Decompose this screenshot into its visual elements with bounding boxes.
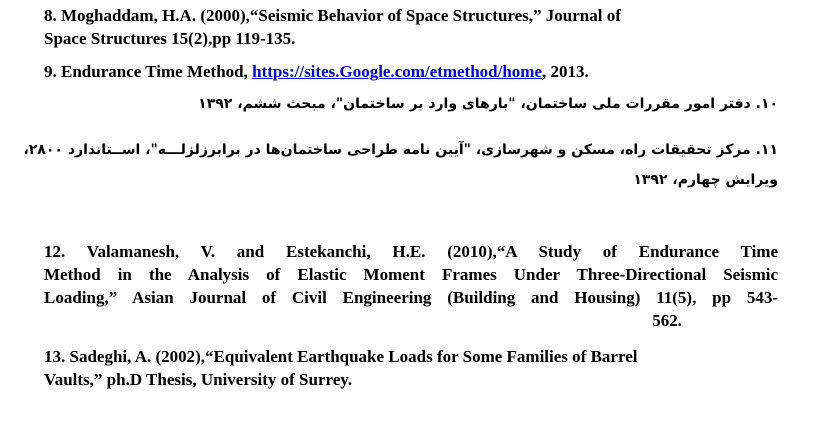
reference-9: [44, 60, 778, 83]
reference-9-link[interactable]: https://sites.Google.com/etmethod/home: [252, 62, 543, 81]
reference-11-line-1: ۱۱. مرکز تحقیقات راه، مسکن و شهرسازی، "آیین نامه طراحی ساختمان‌ها در برابرزلزلـــه"، اســتاندارد ۲۸۰۰،: [23, 142, 778, 158]
reference-11-line-2: ویرایش چهارم، ۱۳۹۲: [633, 172, 778, 188]
reference-8: [44, 4, 778, 50]
reference-12-line-3: [44, 286, 778, 309]
reference-8-line-1: 8. Moghaddam, H.A. (2000),“Seismic Behavior of Space Structures,” Journal of: [44, 6, 621, 25]
reference-12-line-2: [44, 263, 778, 286]
reference-12-line-1-text: 12. Valamanesh, V. and Estekanchi, H.E. (2010),“A Study of Endurance Time: [44, 242, 778, 261]
reference-9-text: 9. Endurance Time Method,: [44, 62, 253, 81]
reference-12-line-4: 562.: [652, 311, 682, 330]
reference-12-line-1: [44, 240, 778, 263]
reference-13: [44, 345, 778, 391]
reference-8-line-2: Space Structures 15(2),pp 119-135.: [44, 29, 296, 48]
reference-12: [44, 240, 778, 332]
reference-10-text: ۱۰. دفتر امور مقررات ملی ساختمان، "بارهای وارد بر ساختمان"، مبحث ششم، ۱۳۹۲: [198, 96, 778, 112]
reference-13-line-1: 13. Sadeghi, A. (2002),“Equivalent Earthquake Loads for Some Families of Barrel: [44, 347, 638, 366]
reference-12-line-3-text: Loading,” Asian Journal of Civil Engineering (Building and Housing) 11(5), pp 543-: [44, 288, 778, 307]
reference-13-line-2: Vaults,” ph.D Thesis, University of Surrey.: [44, 370, 353, 389]
reference-11: [23, 138, 778, 192]
reference-12-line-2-text: Method in the Analysis of Elastic Moment Frames Under Three-Directional Seismic: [44, 265, 778, 284]
reference-10: [78, 92, 778, 116]
reference-9-year: , 2013.: [542, 62, 589, 81]
